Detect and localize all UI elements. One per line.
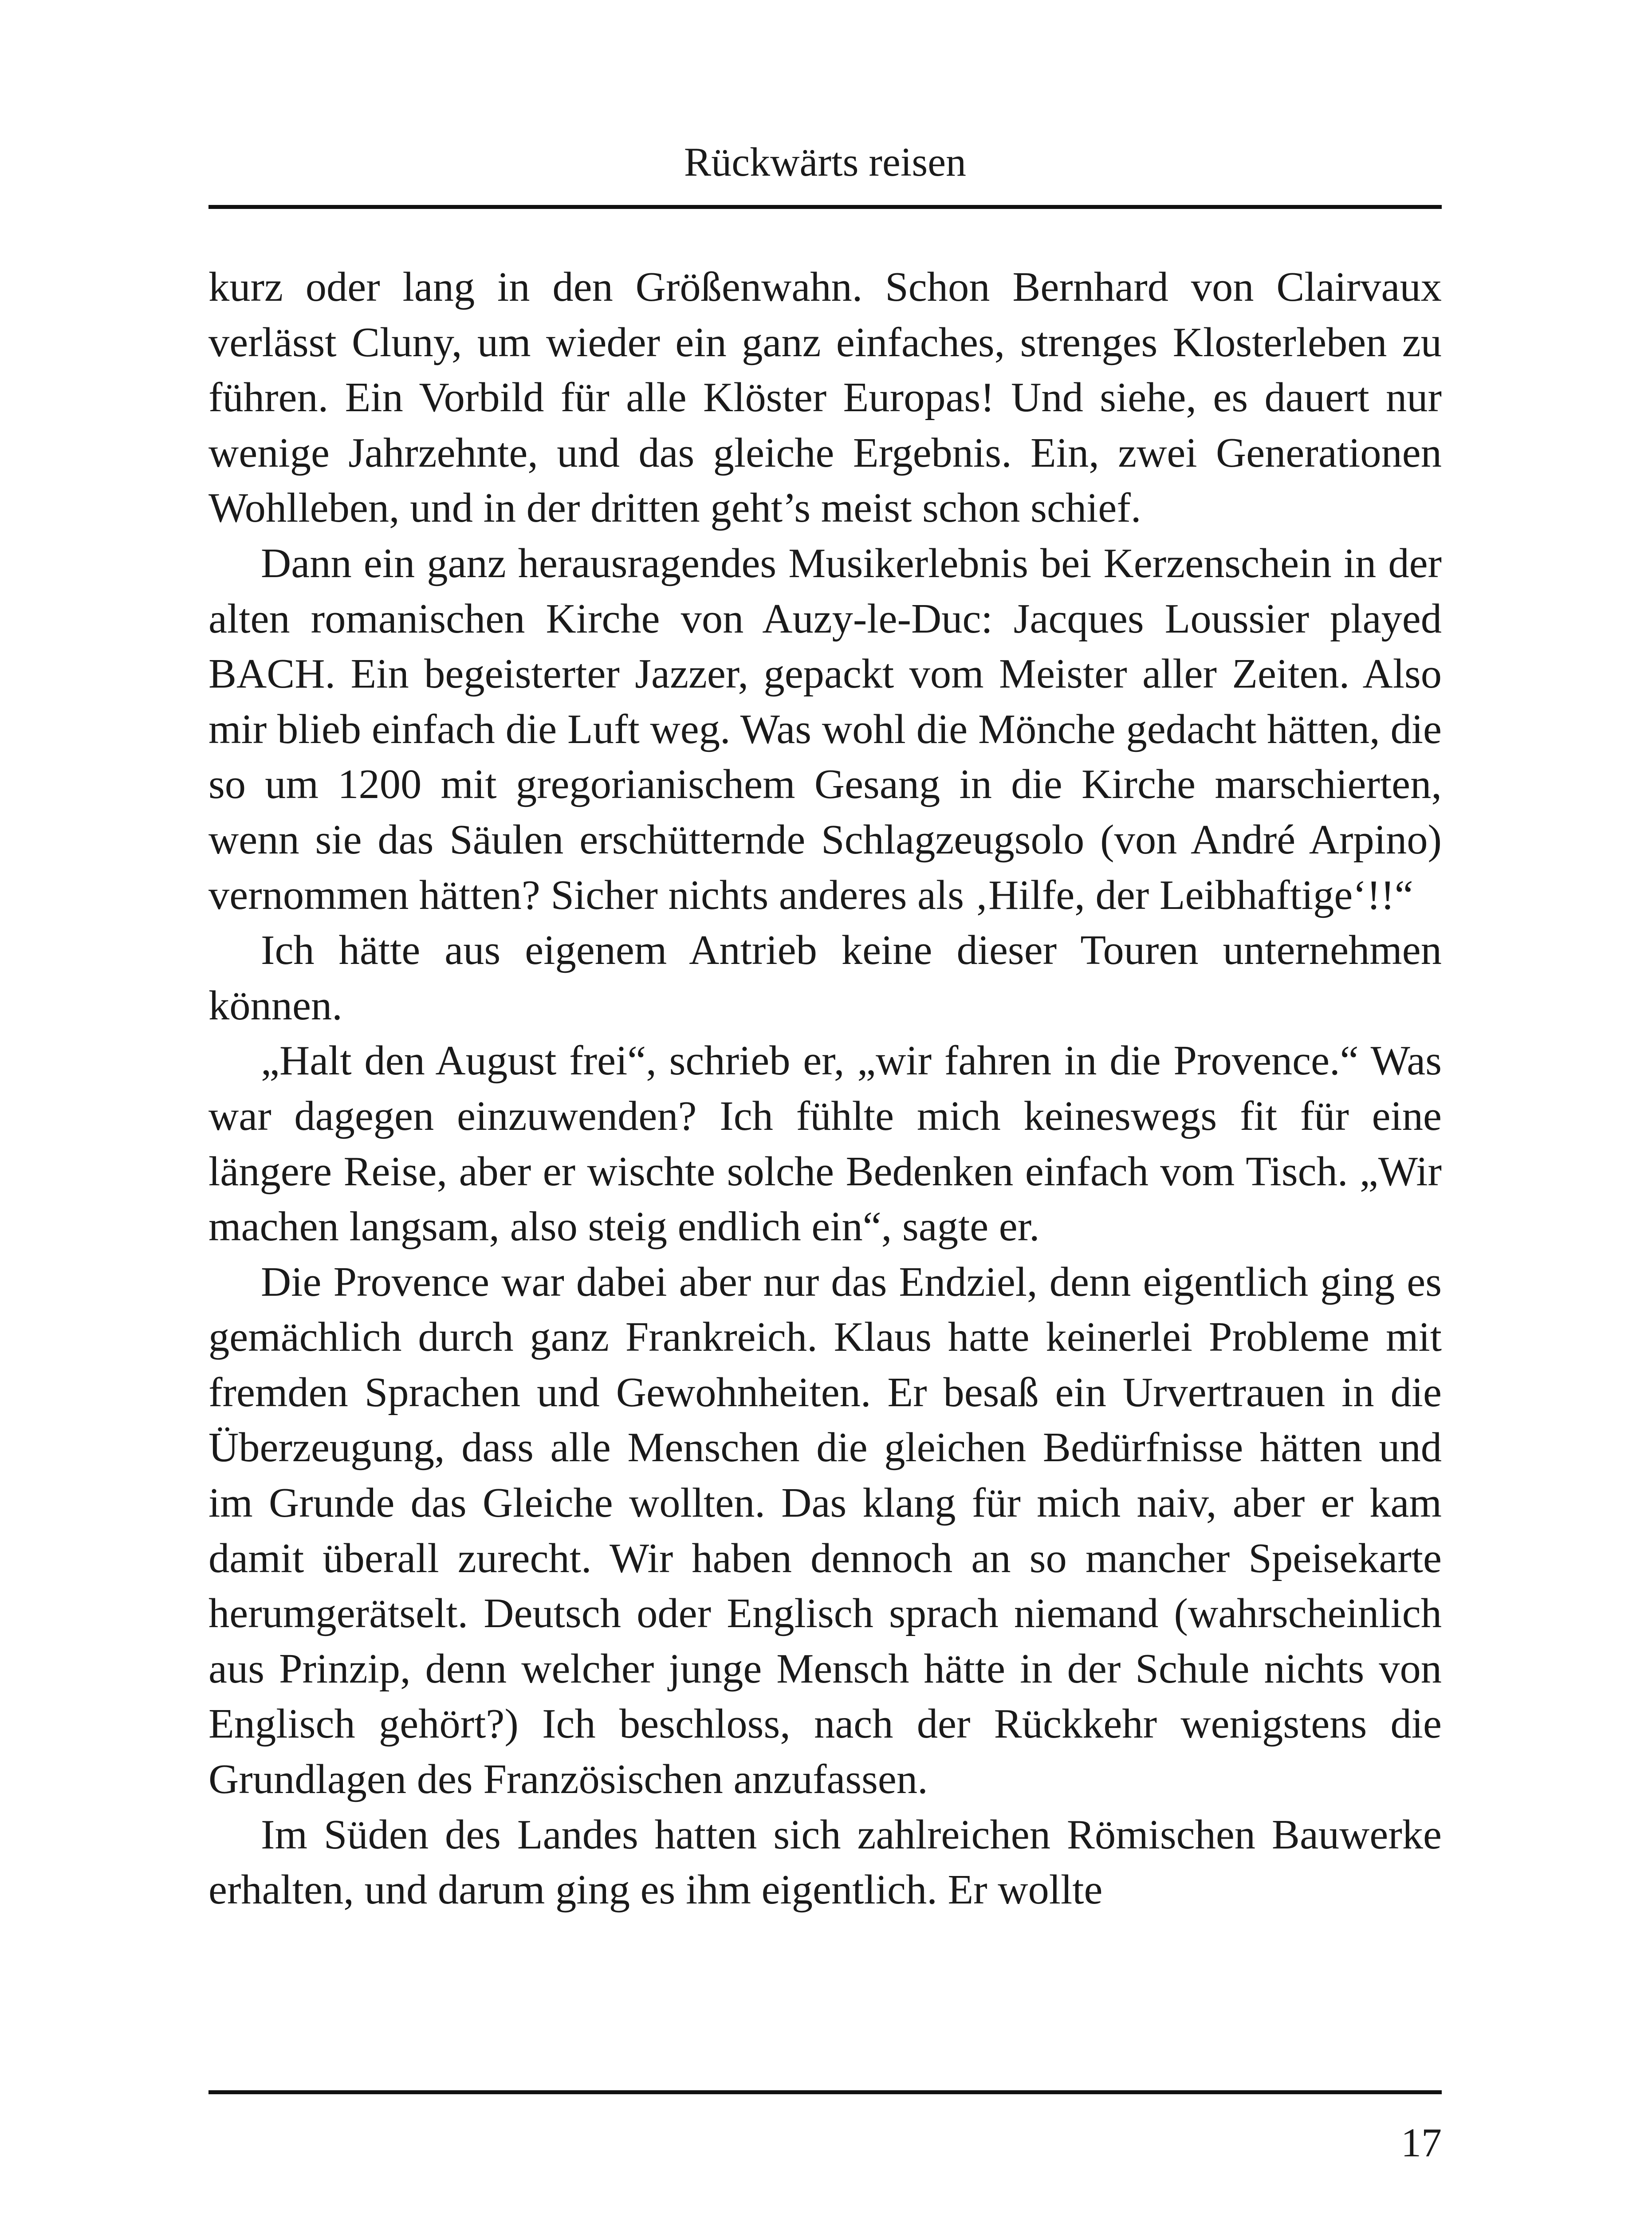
paragraph: Dann ein ganz herausragendes Musikerlebnis bei Kerzenschein in der alten romanischen Kirche von Auzy-le-Duc: Jacques Loussier played BACH. Ein begeisterter Jazzer, gepackt vom Meister aller Zeiten. Also mir blieb einfach die Luft weg. Was wohl die Mönche gedacht hätten, die so um 1200 mit gregorianischem Gesang in die Kirche marschierten, wenn sie das Säulen erschütternde Schlagzeugsolo (von André Arpino) vernommen hätten? Sicher nichts anderes als ‚Hilfe, der Leibhaftige‘!!“ bbox=[208, 540, 1442, 918]
paragraph: kurz oder lang in den Größenwahn. Schon Bernhard von Clairvaux verlässt Cluny, um wieder ein ganz einfaches, strenges Klosterleben zu führen. Ein Vorbild für alle Klöster Europas! Und siehe, es dauert nur wenige Jahrzehnte, und das gleiche Ergebnis. Ein, zwei Generationen Wohlleben, und in der dritten geht’s meist schon schief. bbox=[208, 264, 1442, 531]
body-text bbox=[208, 260, 1442, 1918]
page-number: 17 bbox=[1401, 2120, 1442, 2165]
paragraph: Im Süden des Landes hatten sich zahlreichen Römischen Bauwerke erhalten, und darum ging es ihm eigentlich. Er wollte bbox=[208, 1811, 1442, 1913]
book-page bbox=[208, 0, 1442, 2218]
running-title: Rückwärts reisen bbox=[684, 139, 967, 185]
header-rule bbox=[208, 205, 1442, 209]
paragraph: Die Provence war dabei aber nur das Endziel, denn eigentlich ging es gemächlich durch ganz Frankreich. Klaus hatte keinerlei Probleme mit fremden Sprachen und Gewohnheiten. Er besaß ein Urvertrauen in die Überzeugung, dass alle Menschen die gleichen Bedürfnisse hätten und im Grunde das Gleiche wollten. Das klang für mich naiv, aber er kam damit überall zurecht. Wir haben dennoch an so mancher Speisekarte herumgerätselt. Deutsch oder Englisch sprach niemand (wahrscheinlich aus Prinzip, denn welcher junge Mensch hätte in der Schule nichts von Englisch gehört?) Ich beschloss, nach der Rückkehr wenigstens die Grundlagen des Französischen anzufassen. bbox=[208, 1258, 1442, 1803]
paragraph: Ich hätte aus eigenem Antrieb keine dieser Touren unternehmen können. bbox=[208, 927, 1442, 1029]
paragraph: „Halt den August frei“, schrieb er, „wir fahren in die Provence.“ Was war dagegen einzuwenden? Ich fühlte mich keineswegs fit für eine längere Reise, aber er wischte solche Bedenken einfach vom Tisch. „Wir machen langsam, also steig endlich ein“, sagte er. bbox=[208, 1038, 1442, 1250]
footer-rule bbox=[208, 2090, 1442, 2094]
